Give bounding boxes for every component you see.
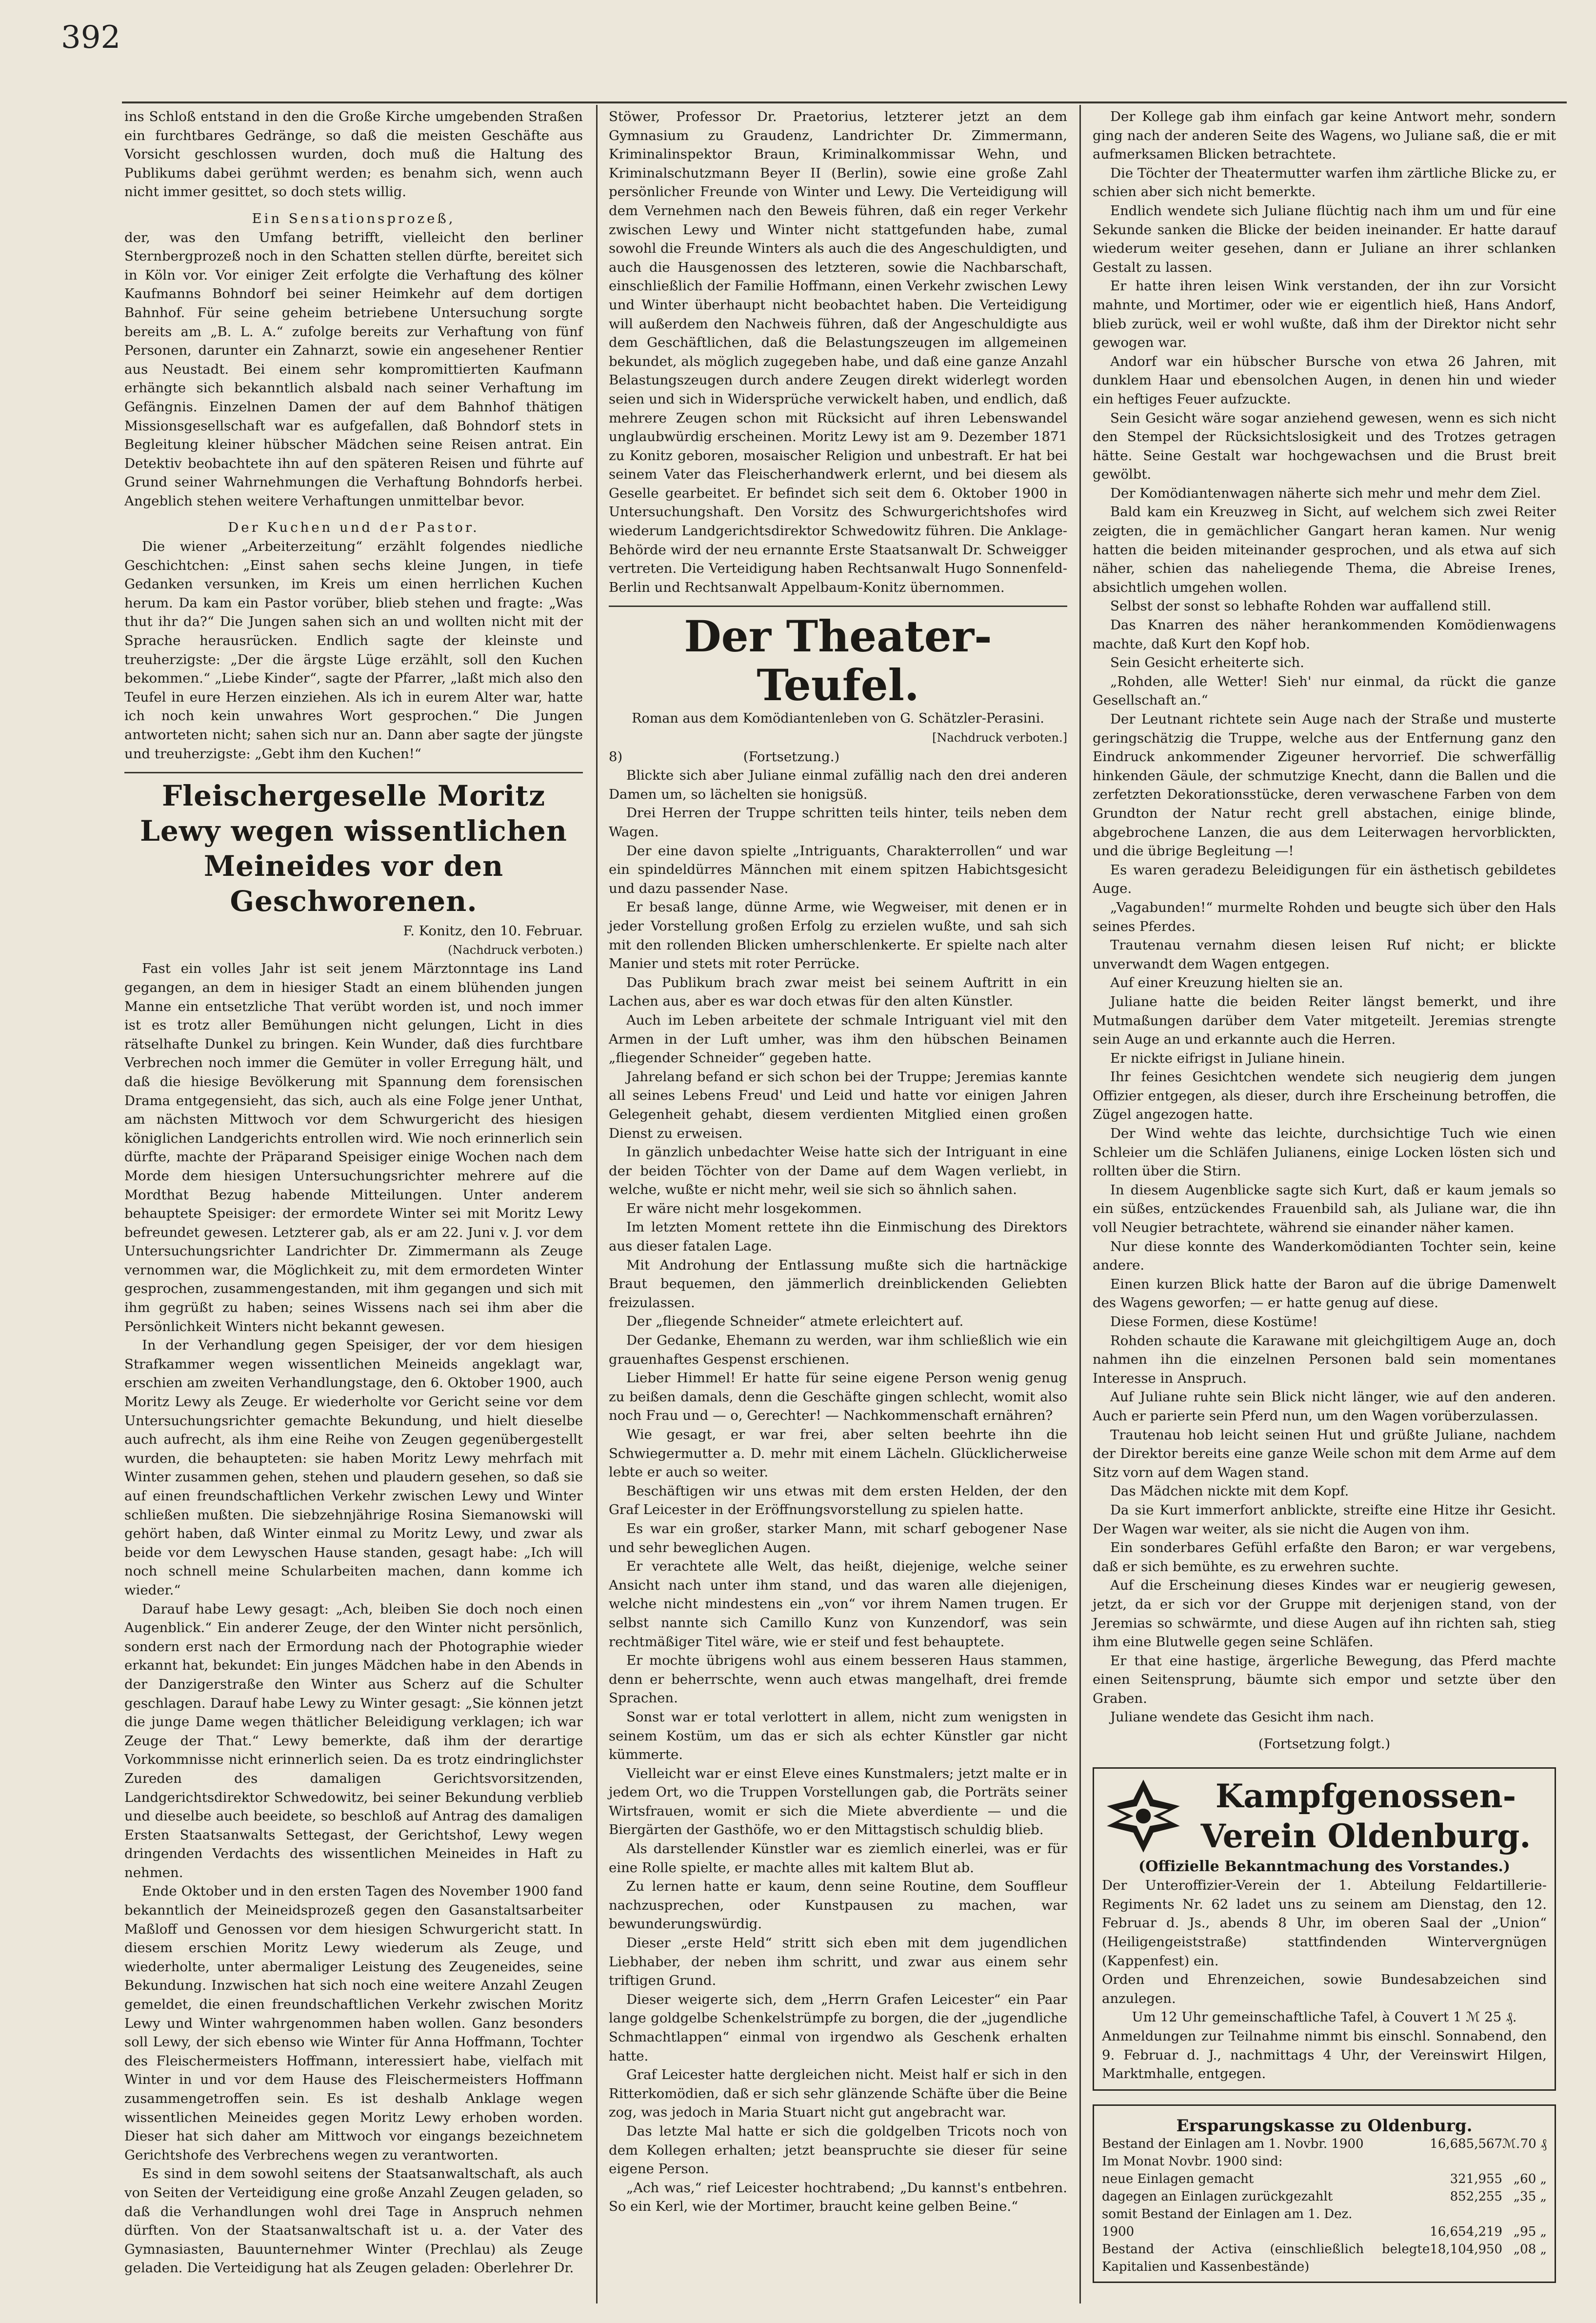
sparkasse-cell-label: Bestand der Einlagen am 1. Novbr. 1900: [1102, 2137, 1364, 2152]
theater-paragraph: „Vagabunden!“ murmelte Rohden und beugte sich über den Hals seines Pferdes.: [1093, 899, 1556, 934]
sparkasse-cell-unit: „: [1513, 2224, 1520, 2240]
theater-paragraph: Juliane hatte die beiden Reiter längst bemerkt, und ihre Mutmaßungen darüber dem Vater mitgeteilt. Jeremias strengte sein Auge an und erkannte auch die Herren.: [1093, 993, 1556, 1048]
theater-paragraph: Jahrelang befand er sich schon bei der Truppe; Jeremias kannte all seines Lebens Freud' und Leid und hatte vor einigen Jahren Gelegenheit gehabt, diesem verdienten Mitglied einen großen Dienst zu erweisen.: [609, 1069, 1067, 1141]
theater-paragraph: Juliane wendete das Gesicht ihm nach.: [1110, 1709, 1375, 1725]
column-2: [609, 107, 1067, 2216]
sparkasse-cell-value: 18,104,950: [1430, 2242, 1503, 2257]
theater-paragraph: Da sie Kurt immerfort anblickte, streifte eine Hitze ihr Gesicht. Der Wagen war weiter, als sie nicht die Augen von ihm.: [1093, 1502, 1556, 1537]
theater-paragraph: Ein sonderbares Gefühl erfaßte den Baron; er war vergebens, daß er sich bemühte, es zu erwehren suchte.: [1093, 1540, 1556, 1575]
sparkasse-row: [1102, 2135, 1547, 2153]
sparkasse-cell-label: 1900: [1102, 2224, 1135, 2240]
theater-paragraph: Lieber Himmel! Er hatte für seine eigene Person wenig genug zu beißen damals, denn die Geschäfte gingen schlecht, womit also noch Frau und — o, Gerechter! — Nachkommenschaft ernähren?: [609, 1370, 1067, 1424]
theater-paragraph: Ihr feines Gesichtchen wendete sich neugierig dem jungen Offizier entgegen, als dieser, durch ihre Erscheinung betroffen, die Zügel angezogen hatte.: [1093, 1069, 1556, 1123]
theater-subtitle: Roman aus dem Komödiantenleben von G. Schätzler-Perasini.: [632, 711, 1044, 727]
theater-paragraph: Selbst der sonst so lebhafte Rohden war auffallend still.: [1110, 598, 1492, 614]
theater-paragraph: Bald kam ein Kreuzweg in Sicht, auf welchem sich zwei Reiter zeigten, die in gemächlicher Gangart heran kamen. Nur wenig hatten die beiden miteinander gesprochen, und als etwa auf sich näher, schien das naheliegende Thema, die Abreise Irenes, absichtlich umgehen wollen.: [1093, 504, 1556, 595]
sparkasse-cell-unit: „: [1513, 2242, 1520, 2257]
lewy-note: (Nachdruck verboten.): [448, 943, 583, 957]
sparkasse-cell-label: neue Einlagen gemacht: [1102, 2172, 1254, 2187]
theater-paragraph: Sein Gesicht erheiterte sich.: [1110, 655, 1304, 671]
theater-paragraph: Andorf war ein hübscher Bursche von etwa 26 Jahren, mit dunklem Haar und ebensolchen Augen, in denen hin und wieder ein heftiges Feuer aufzuckte.: [1093, 353, 1556, 407]
theater-paragraph: Er wäre nicht mehr losgekommen.: [626, 1200, 862, 1216]
sparkasse-cell-unit: ℳ.: [1502, 2137, 1520, 2152]
theater-paragraph: Er nickte eifrigst in Juliane hinein.: [1110, 1050, 1345, 1066]
theater-paragraph: Der Wind wehte das leichte, durchsichtige Tuch wie einen Schleier um die Schläfen Julianens, einige Locken lösten sich und rollten über die Stirn.: [1093, 1126, 1556, 1179]
lewy-paragraph-1: Fast ein volles Jahr ist seit jenem Märztonntage ins Land gegangen, an dem in hiesiger Stadt an einem blühenden jungen Manne ein entsetzliche That verübt worden ist, und noch immer ist es trotz aller Bemühungen nicht gelungen, Licht in dies rätselhafte Dunkel zu bringen. Kein Wunder, daß dies furchtbare Verbrechen noch immer die Gemüter in voller Erregung hält, und daß die hiesige Bevölkerung mit Spannung dem forensischen Drama entgegensieht, das sich, auch als eine Folge jener Unthat, am nächsten Mittwoch vor dem Schwurgericht des hiesigen königlichen Landgerichts entrollen wird. Wie noch erinnerlich sein dürfte, machte der Präparand Speisiger einige Wochen nach dem Morde dem hiesigen Untersuchungsrichter mehrere auf die Mordthat Bezug habende Mitteilungen. Unter anderem behauptete Speisiger: der ermordete Winter sei mit Moritz Lewy befreundet gewesen. Letzterer gab, als er am 22. Juni v. J. vor dem Untersuchungsrichter Landrichter Dr. Zimmermann als Zeuge vernommen war, die Möglichkeit zu, mit dem ermordeten Winter gesprochen, zusammengestanden, mit ihm gegangen und sich mit ihm gegrüßt zu haben; seines Wissens nach sei ihm aber die Persönlichkeit Winters nicht bekannt gewesen.: [124, 961, 583, 1334]
theater-paragraph: Auch im Leben arbeitete der schmale Intriguant viel mit den Armen in der Luft umher, was ihm den hübschen Beinamen „fliegender Schneider“ gegeben hatte.: [609, 1012, 1067, 1066]
theater-paragraph: Rohden schaute die Karawane mit gleichgiltigem Auge an, doch nahmen ihn die einzelnen Personen bald sein momentanes Interesse in Anspruch.: [1093, 1333, 1556, 1386]
theater-paragraph: Dieser weigerte sich, dem „Herrn Grafen Leicester“ ein Paar lange goldgelbe Schenkelstrümpfe zu borgen, die der „jugendliche Schmachtlappen“ einmal von irgendwo als Geschenk erhalten hatte.: [609, 1991, 1067, 2064]
sparkasse-cell-value: [1430, 2153, 1502, 2170]
theater-paragraph: Der Leutnant richtete sein Auge nach der Straße und musterte geringschätzig die Truppe, welche aus der Entfernung ganz den Eindruck ankommender Zigeuner hervorrief. Die schwerfällig hinkenden Gäule, der schmutzige Knecht, dann die Ballen und die zerfetzten Dekorationsstücke, deren verwaschene Farben von dem Grundton der Natur recht grell abstachen, einige blinde, abgebrochene Lanzen, die aus dem Leiterwagen hervorblickten, und die übrige Begleitung —!: [1093, 711, 1556, 859]
theater-paragraph: Der „fliegende Schneider“ atmete erleichtert auf.: [626, 1313, 964, 1330]
lewy-paragraph-5: Es sind in dem sowohl seitens der Staatsanwaltschaft, als auch von Seiten der Verteidigung eine große Anzahl Zeugen geladen, so daß die Verhandlungen wohl drei Tage in Anspruch nehmen dürften. Von der Staatsanwaltschaft ist u. a. der Vater des Gymnasiasten, Bauunternehmer Winter (Prechlau) als Zeuge geladen. Die Verteidigung hat als Zeugen geladen: Oberlehrer Dr.: [124, 2166, 583, 2276]
sparkasse-row: [1102, 2153, 1547, 2170]
theater-paragraph: Sonst war er total verlottert in allem, nicht zum wenigsten in seinem Kostüm, um das er sich als echter Künstler gar nicht kümmerte.: [609, 1709, 1067, 1763]
sparkasse-cell-pf: 70 ₰: [1520, 2137, 1547, 2152]
lewy-headline: Fleischergeselle Moritz Lewy wegen wissentlichen Meineides vor den Geschworenen.: [140, 779, 567, 918]
ad-text: Orden und Ehrenzeichen, sowie Bundesabzeichen sind anzulegen.: [1102, 1972, 1547, 2006]
theater-paragraph: Der Kollege gab ihm einfach gar keine Antwort mehr, sondern ging nach der anderen Seite des Wagens, wo Juliane saß, die er mit aufmerksamen Blicken betrachtete.: [1093, 109, 1556, 162]
ad-header: [1102, 1775, 1547, 1858]
theater-paragraph: Trautenau vernahm diesen leisen Ruf nicht; er blickte unverwandt dem Wagen entgegen.: [1093, 937, 1556, 972]
theater-paragraph: Einen kurzen Blick hatte der Baron auf die übrige Damenwelt des Wagens geworfen; — er hatte genug auf diese.: [1093, 1276, 1556, 1311]
theater-paragraph: Nur diese konnte des Wanderkomödianten Tochter sein, keine andere.: [1093, 1238, 1556, 1273]
sparkasse-cell-label: Bestand der Activa (einschließlich belegte Kapitalien und Kassenbestände): [1102, 2242, 1430, 2275]
kuchen-text: Die wiener „Arbeiterzeitung“ erzählt folgendes niedliche Geschichtchen: „Einst sahen sechs kleine Jungen, in tiefe Gedanken versunken, im Kreis um einen herrlichen Kuchen herum. Da kam ein Pastor vorüber, blieb stehen und fragte: „Was thut ihr da?“ Die Jungen sahen sich an und wollten nicht mit der Sprache herausrücken. Endlich sagte der kleinste und treuherzigste: „Der die ärgste Lüge erzählt, soll den Kuchen bekommen.“ „Liebe Kinder“, sagte der Pfarrer, „laßt mich also den Teufel in eure Herzen einziehen. Als ich in eurem Alter war, hatte ich noch kein unwahres Wort gesprochen.“ Die Jungen antworteten nicht; sahen sich nur an. Dann aber sagte der jüngste und treuherzigste: „Gebt ihm den Kuchen!“: [124, 539, 583, 762]
theater-paragraph: Das letzte Mal hatte er sich die goldgelben Tricots noch von dem Kollegen erhalten; jetzt beanspruchte sie dieser für seine eigene Person.: [609, 2123, 1067, 2177]
theater-paragraph: Die Töchter der Theatermutter warfen ihm zärtliche Blicke zu, er schien aber sich nicht bemerkte.: [1093, 165, 1556, 200]
column-rule-2: [1079, 105, 1081, 2303]
theater-paragraph: Wie gesagt, er war frei, aber selten beehrte ihn die Schwiegermutter a. D. mehr mit einem Lächeln. Glücklicherweise lebte er auch so weiter.: [609, 1427, 1067, 1480]
column-rule-1: [596, 105, 598, 2303]
verein-advertisement: [1093, 1767, 1556, 2091]
theater-paragraph: In diesem Augenblicke sagte sich Kurt, daß er kaum jemals so ein süßes, entzückendes Frauenbild sah, als Juliane war, die ihn voll Neugier betrachtete, während sie einander näher kamen.: [1093, 1182, 1556, 1236]
article-intro: ins Schloß entstand in den die Große Kirche umgebenden Straßen ein furchtbares Gedränge, so daß die meisten Geschäfte aus Vorsicht geschlossen wurden, doch muß die Haltung des Publikums dabei gerühmt werden; es benahm sich, wenn auch nicht immer gesittet, so doch stets willig.: [124, 109, 583, 200]
sensation-text: der, was den Umfang betrifft, vielleicht den berliner Sternbergprozeß noch in den Schatten stellen dürfte, bereitet sich in Köln vor. Vor einiger Zeit erfolgte die Verhaftung des kölner Kaufmanns Bohndorf bei seiner Heimkehr auf dem dortigen Bahnhof. Für seine geheim betriebene Untersuchung sorgte bereits am „B. L. A.“ zufolge bereits zur Verhaftung von fünf Personen, darunter ein Zahnarzt, sowie ein angesehener Rentier aus Neustadt. Bei einem sehr kompromittierten Kaufmann erhängte sich bekanntlich alsbald nach seiner Verhaftung im Gefängnis. Einzelnen Damen der auf dem Bahnhof thätigen Missionsgesellschaft war es aufgefallen, daß Bohndorf stets in Begleitung kleiner hübscher Mädchen seine Reisen antrat. Ein Detektiv beobachtete ihn auf den späteren Reisen und führte auf Grund seiner Wahrnehmungen die Verhaftung Bohndorfs herbei. Angeblich stehen weitere Verhaftungen unmittelbar bevor.: [124, 229, 583, 509]
sensation-heading: Ein Sensationsprozeß,: [252, 210, 456, 226]
theater-paragraph: Sein Gesicht wäre sogar anziehend gewesen, wenn es sich nicht den Stempel der Rücksichtslosigkeit und des Trotzes getragen hätte. Seine Gestalt war hochgewachsen und die Brust breit gewölbt.: [1093, 410, 1556, 483]
theater-paragraph: Er besaß lange, dünne Arme, wie Wegweiser, mit denen er in jeder Vorstellung großen Erfolg zu erzielen wußte, und sah sich mit den rollenden Blicken umherschlenkerte. Er spielte nach alter Manier und stets mit roter Perrücke.: [609, 899, 1067, 972]
lewy-continued: Stöwer, Professor Dr. Praetorius, letzterer jetzt an dem Gymnasium zu Graudenz, Landrichter Dr. Zimmermann, Kriminalinspektor Braun, Kriminalkommissar Wehn, und Kriminalschutzmann Beyer II (Berlin), sowie eine große Zahl persönlicher Freunde von Winter und Lewy. Die Verteidigung will dem Vernehmen nach den Beweis führen, daß ein reger Verkehr zwischen Lewy und Winter nicht stattgefunden habe, zumal sowohl die Freunde Winters als auch die des Angeschuldigten, und auch die Hausgenossen des letzteren, sowie die Nachbarschaft, einschließlich der Familie Hoffmann, einen Verkehr zwischen Lewy und Winter überhaupt nicht beobachtet haben. Die Verteidigung will außerdem den Nachweis führen, daß der Angeschuldigte aus dem Geschäftlichen, daß die Belastungszeugen im allgemeinen bekundet, als möglich zugegeben habe, und daß eine ganze Anzahl Belastungszeugen durch andere Zeugen direkt widerlegt worden seien und sich in Widersprüche verwickelt haben, und endlich, daß mehrere Zeugen schon mit Rücksicht auf ihren Lebenswandel unglaubwürdig erscheinen. Moritz Lewy ist am 9. Dezember 1871 zu Konitz geboren, mosaischer Religion und unbestraft. Er hat bei seinem Vater das Fleischerhandwerk erlernt, und bei diesem als Geselle gearbeitet. Er befindet sich seit dem 6. Oktober 1900 in Untersuchungshaft. Den Vorsitz des Schwurgerichtshofes wird wiederum Landgerichtsdirektor Schwedowitz führen. Die Anklage-Behörde wird der neu ernannte Erste Staatsanwalt Dr. Schweigger vertreten. Die Verteidigung haben Rechtsanwalt Hugo Sonnenfeld-Berlin und Rechtsanwalt Appelbaum-Konitz übernommen.: [609, 109, 1067, 595]
theater-title: Der Theater-Teufel.: [684, 611, 992, 711]
sparkasse-table: [1102, 2135, 1547, 2276]
theater-paragraph: Der Komödiantenwagen näherte sich mehr und mehr dem Ziel.: [1110, 485, 1541, 501]
theater-paragraph: Auf Juliane ruhte sein Blick nicht länger, wie auf den anderen. Auch er parierte sein Pferd nun, um den Wagen vorüberzulassen.: [1093, 1389, 1556, 1424]
sparkasse-cell-value: [1430, 2205, 1502, 2223]
sparkasse-cell-unit: [1502, 2205, 1520, 2223]
theater-paragraph: Der eine davon spielte „Intriguants, Charakterrollen“ und war ein spindeldürres Männchen mit einem spitzen Habichtsgesicht und dazu passender Nase.: [609, 843, 1067, 896]
theater-paragraph: Blickte sich aber Juliane einmal zufällig nach den drei anderen Damen um, so lächelten sie honigsüß.: [609, 768, 1067, 802]
sparkasse-cell-pf: 08 „: [1520, 2242, 1547, 2257]
lewy-paragraph-3: Darauf habe Lewy gesagt: „Ach, bleiben Sie doch noch einen Augenblick.“ Ein anderer Zeuge, der den Winter nicht persönlich, sondern erst nach der Ermordung nach der Photographie wieder erkannt hat, bekundet: Ein junges Mädchen habe in den Abends in der Danzigerstraße den Winter aus Scherz auf die Schulter geschlagen. Darauf habe Lewy zu Winter gesagt: „Sie können jetzt die junge Dame wegen thätlicher Beleidigung verklagen; ich war Zeuge der That.“ Lewy bemerkte, daß ihm der derartige Vorkommnisse nicht erinnerlich seien. Da es trotz eindringlichster Zureden des damaligen Gerichtsvorsitzenden, Landgerichtsdirektor Schwedowitz, bei seiner Bekundung verblieb und dieselbe auch beeidete, so beschloß auf Antrag des damaligen Ersten Staatsanwalts Settegast, der Gerichtshof, Lewy wegen dringenden Verdachts des wissentlichen Meineides in Haft zu nehmen.: [124, 1601, 583, 1880]
theater-paragraph: Er verachtete alle Welt, das heißt, diejenige, welche seiner Ansicht nach unter ihm stand, und das waren alle diejenigen, welche nicht mindestens ein „von“ vor ihrem Namen trugen. Er selbst nannte sich Camillo Kunz von Kunzendorf, was sein rechtmäßiger Titel wäre, wie er steif und fest behauptete.: [609, 1558, 1067, 1650]
kuchen-heading: Der Kuchen und der Pastor.: [228, 520, 479, 536]
header-rule: [122, 101, 1567, 103]
sparkasse-cell-unit: „: [1513, 2189, 1520, 2204]
column-3: [1093, 107, 1556, 2283]
theater-paragraph: Graf Leicester hatte dergleichen nicht. Meist half er sich in den Ritterkomödien, daß er sich sehr glänzende Schäfte über die Beine zog, was jedoch in Maria Stuart nicht gut angebracht war.: [609, 2067, 1067, 2121]
theater-paragraph: Mit Androhung der Entlassung mußte sich die hartnäckige Braut bequemen, den jämmerlich dreinblickenden Geliebten freizulassen.: [609, 1257, 1067, 1311]
sparkasse-cell-value: 16,685,567: [1430, 2137, 1503, 2152]
sparkasse-row: [1102, 2188, 1547, 2205]
sparkasse-cell-pf: 35 „: [1520, 2189, 1547, 2204]
theater-paragraph: In gänzlich unbedachter Weise hatte sich der Intriguant in eine der beiden Töchter von der Dame auf dem Wagen verliebt, in welche, wußte er nicht mehr, weil sie sich so ähnlich sahen.: [609, 1144, 1067, 1198]
sparkasse-cell-value: 852,255: [1450, 2189, 1503, 2204]
section-divider: [609, 606, 1067, 607]
theater-paragraph: Vielleicht war er einst Eleve eines Kunstmalers; jetzt malte er in jedem Ort, wo die Truppen Vorstellungen gab, die Porträts seiner Wirtsfrauen, womit er sich die Miete abverdiente — und die Biergärten der Gasthöfe, wo er den Mittagstisch schuldig blieb.: [609, 1765, 1067, 1838]
column-1: [124, 107, 583, 2278]
sparkasse-cell-pf: 95 „: [1520, 2224, 1547, 2240]
theater-paragraph: Endlich wendete sich Juliane flüchtig nach ihm um und für eine Sekunde sanken die Blicke der beiden ineinander. Er hatte darauf wiederum weiter gesehen, dann er Juliane an ihrer schlanken Gestalt zu lassen.: [1093, 202, 1556, 275]
theater-paragraph: „Ach was,“ rief Leicester hochtrabend; „Du kannst's entbehren. So ein Kerl, wie der Mortimer, braucht keine gelben Beine.“: [609, 2180, 1067, 2215]
sparkasse-cell-value: 16,654,219: [1430, 2224, 1503, 2240]
theater-note: [Nachdruck verboten.]: [932, 731, 1067, 745]
sparkasse-cell-label: Im Monat Novbr. 1900 sind:: [1102, 2154, 1283, 2169]
lewy-dateline: F. Konitz, den 10. Februar.: [403, 923, 583, 939]
theater-paragraph: Als darstellender Künstler war es ziemlich einerlei, was er für eine Rolle spielte, er machte alles mit kaltem Blut ab.: [609, 1841, 1067, 1876]
sparkasse-row: [1102, 2170, 1547, 2188]
theater-paragraph: Es war ein großer, starker Mann, mit scharf gebogener Nase und sehr beweglichen Augen.: [609, 1520, 1067, 1555]
sparkasse-cell-label: dagegen an Einlagen zurückgezahlt: [1102, 2189, 1333, 2204]
theater-paragraph: Er mochte übrigens wohl aus einem besseren Haus stammen, denn er beherrschte, wenn auch etwas mangelhaft, drei fremde Sprachen.: [609, 1653, 1067, 1706]
theater-paragraph: Trautenau hob leicht seinen Hut und grüßte Juliane, nachdem der Direktor bereits eine ganze Weile schon mit dem Arme auf dem Sitz vorn auf dem Wagen stand.: [1093, 1427, 1556, 1480]
theater-paragraph: Auf die Erscheinung dieses Kindes war er neugierig gewesen, jetzt, da er sich vor der Gruppe mit derjenigen stand, von der Jeremias so schwärmte, und diese Augen auf ihn richten sah, stieg ihm eine Blutwelle gegen seine Schläfen.: [1093, 1577, 1556, 1650]
sparkasse-row: [1102, 2205, 1547, 2223]
sparkasse-row: [1102, 2241, 1547, 2276]
sparkasse-cell-label: somit Bestand der Einlagen am 1. Dez.: [1102, 2207, 1353, 2222]
theater-paragraph: Das Publikum brach zwar meist bei seinem Auftritt in ein Lachen aus, aber es war doch etwas für den alten Künstler.: [609, 974, 1067, 1010]
section-divider: [124, 772, 583, 773]
ad-text: Anmeldungen zur Teilnahme nimmt bis einschl. Sonnabend, den 9. Februar d. J., nachmittags 4 Uhr, der Vereinswirt Hilgen, Marktmhalle, entgegen.: [1102, 2028, 1547, 2082]
sparkasse-notice: [1093, 2104, 1556, 2283]
theater-paragraph: Auf einer Kreuzung hielten sie an.: [1110, 975, 1343, 991]
sparkasse-cell-unit: [1502, 2153, 1520, 2170]
theater-paragraph: Der Gedanke, Ehemann zu werden, war ihm schließlich wie ein grauenhaftes Gespenst erschienen.: [609, 1333, 1067, 1367]
theater-paragraph: Er that eine hastige, ärgerliche Bewegung, das Pferd machte einen Seitensprung, bäumte sich empor und setzte über den Graben.: [1093, 1653, 1556, 1706]
ad-title: Kampfgenossen-Verein Oldenburg.: [1200, 1777, 1531, 1855]
theater-paragraph: „Rohden, alle Wetter! Sieh' nur einmal, da rückt die ganze Gesellschaft an.“: [1093, 673, 1556, 708]
sparkasse-cell-pf: [1520, 2205, 1547, 2223]
iron-cross-icon: [1102, 1775, 1185, 1858]
installment-number: 8): [609, 748, 623, 765]
theater-paragraph: Zu lernen hatte er kaum, denn seine Routine, dem Souffleur nachzusprechen, oder Kunstpausen zu machen, war bewunderungswürdig.: [609, 1879, 1067, 1932]
continuation-note: (Fortsetzung folgt.): [1258, 1736, 1391, 1752]
page-number: 392: [61, 20, 121, 56]
theater-installment: [609, 747, 1067, 767]
theater-paragraph: Diese Formen, diese Kostüme!: [1110, 1314, 1318, 1330]
ad-subtitle: (Offizielle Bekanntmachung des Vorstandes.): [1138, 1858, 1510, 1875]
sparkasse-title: Ersparungskasse zu Oldenburg.: [1176, 2116, 1473, 2136]
theater-paragraph: Drei Herren der Truppe schritten teils hinter, teils neben dem Wagen.: [609, 805, 1067, 840]
ad-text: Um 12 Uhr gemeinschaftliche Tafel, à Couvert 1 ℳ 25 ₰.: [1132, 2009, 1517, 2025]
installment-continuation: (Fortsetzung.): [743, 748, 840, 765]
theater-paragraph: Das Mädchen nickte mit dem Kopf.: [1110, 1483, 1349, 1499]
lewy-paragraph-2: In der Verhandlung gegen Speisiger, der vor dem hiesigen Strafkammer wegen wissentlichen Meineids angeklagt war, erschien am zweiten Verhandlungstage, den 6. Oktober 1900, auch Moritz Lewy als Zeuge. Er wiederholte vor Gericht seine vor dem Untersuchungsrichter gemachte Bekundung, und hielt dieselbe auch aufrecht, als ihm eine Reihe von Zeugen gegenübergestellt wurden, die behaupteten: sie haben Moritz Lewy mehrfach mit Winter zusammen gehen, stehen und plaudern gesehen, so daß sie auf einen freundschaftlichen Verkehr zwischen Lewy und Winter schließen mußten. Die siebzehnjährige Rosina Siemanowski will gehört haben, daß Winter einmal zu Moritz Lewy, und zwar als beide vor dem Lewyschen Hause standen, gesagt habe: „Ich will noch schnell meine Schularbeiten machen, dann komme ich wieder.“: [124, 1337, 583, 1598]
theater-paragraph: Er hatte ihren leisen Wink verstanden, der ihn zur Vorsicht mahnte, und Mortimer, oder wie er eigentlich hieß, Hans Andorf, blieb zurück, weil er wohl wußte, daß ihm der Direktor nicht sehr gewogen war.: [1093, 278, 1556, 351]
theater-paragraph: Das Knarren des näher herankommenden Komödienwagens machte, daß Kurt den Kopf hob.: [1093, 617, 1556, 652]
sparkasse-row: [1102, 2223, 1547, 2241]
theater-paragraph: Beschäftigen wir uns etwas mit dem ersten Helden, der den Graf Leicester in der Eröffnungsvorstellung zu spielen hatte.: [609, 1483, 1067, 1518]
sparkasse-cell-value: 321,955: [1450, 2172, 1503, 2187]
sparkasse-cell-pf: 60 „: [1520, 2172, 1547, 2187]
sparkasse-cell-unit: „: [1513, 2172, 1520, 2187]
theater-paragraph: Es waren geradezu Beleidigungen für ein ästhetisch gebildetes Auge.: [1093, 862, 1556, 897]
theater-paragraph: Im letzten Moment rettete ihn die Einmischung des Direktors aus dieser fatalen Lage.: [609, 1219, 1067, 1254]
sparkasse-cell-pf: [1520, 2153, 1547, 2170]
theater-paragraph: Dieser „erste Held“ stritt sich eben mit dem jugendlichen Liebhaber, der neben ihm schritt, und zwar aus einem sehr triftigen Grund.: [609, 1935, 1067, 1989]
lewy-paragraph-4: Ende Oktober und in den ersten Tagen des November 1900 fand bekanntlich der Meineidsprozeß gegen den Gasanstaltsarbeiter Maßloff und Genossen vor dem hiesigen Schwurgericht statt. In diesem erschien Moritz Lewy wiederum als Zeuge, und wiederholte, unter abermaliger Leistung des Zeugeneides, seine Bekundung. Inzwischen hat sich noch eine weitere Anzahl Zeugen gemeldet, die einen freundschaftlichen Verkehr zwischen Moritz Lewy und Winter wahrgenommen haben wollen. Ganz besonders soll Lewy, der sich ebenso wie Winter für Anna Hoffmann, Tochter des Fleischermeisters Hoffmann, interessiert habe, vielfach mit Winter in und vor dem Hause des Fleischermeisters Hoffmann zusammengetroffen sein. Es ist deshalb Anklage wegen wissentlichen Meineides gegen Moritz Lewy erhoben worden. Dieser hat sich daher am Mittwoch vor eingangs bezeichnetem Gerichtshofe des Verbrechens wegen zu verantworten.: [124, 1883, 583, 2163]
ad-text: Der Unteroffizier-Verein der 1. Abteilung Feldartillerie-Regiments Nr. 62 ladet uns zu seinem am Dienstag, den 12. Februar d. Js., abends 8 Uhr, im oberen Saal der „Union“ (Heiligengeiststraße) stattfindenden Wintervergnügen (Kappenfest) ein.: [1102, 1878, 1547, 1969]
